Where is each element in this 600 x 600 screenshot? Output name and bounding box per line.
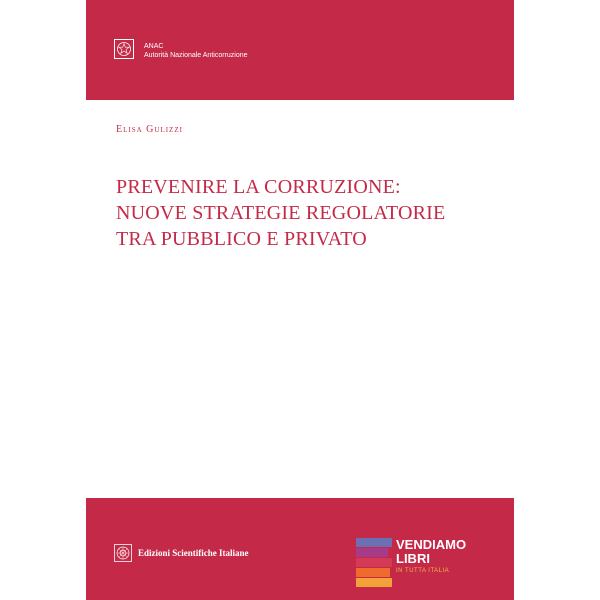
book-stripe: [356, 558, 392, 567]
badge-tagline: IN TUTTA ITALIA: [396, 568, 450, 574]
badge-line2: LIBRI: [396, 551, 430, 566]
title-line: NUOVE STRATEGIE REGOLATORIE: [116, 202, 446, 224]
badge-text: [396, 538, 466, 566]
book-cover: [86, 0, 514, 600]
org-name: Autorità Nazionale Anticorruzione: [144, 52, 248, 59]
vendiamo-libri-badge: [356, 538, 486, 590]
badge-line1: VENDIAMO: [396, 537, 467, 552]
seal-emblem-icon: [114, 39, 134, 59]
author-name: Elisa Gulizzi: [116, 124, 183, 135]
publisher-name: Edizioni Scientifiche Italiane: [138, 548, 249, 558]
book-title: [116, 174, 445, 252]
bottom-band: [86, 498, 514, 600]
title-line: PREVENIRE LA CORRUZIONE:: [116, 176, 401, 198]
org-label: [144, 42, 248, 60]
top-band: [86, 0, 514, 100]
org-acronym: ANAC: [144, 43, 164, 50]
title-line: TRA PUBBLICO E PRIVATO: [116, 228, 367, 250]
book-stripe: [356, 538, 392, 547]
book-stripe: [356, 568, 390, 577]
publisher-emblem-icon: [114, 544, 132, 562]
book-stripe: [356, 578, 392, 587]
book-stripe: [356, 548, 388, 557]
